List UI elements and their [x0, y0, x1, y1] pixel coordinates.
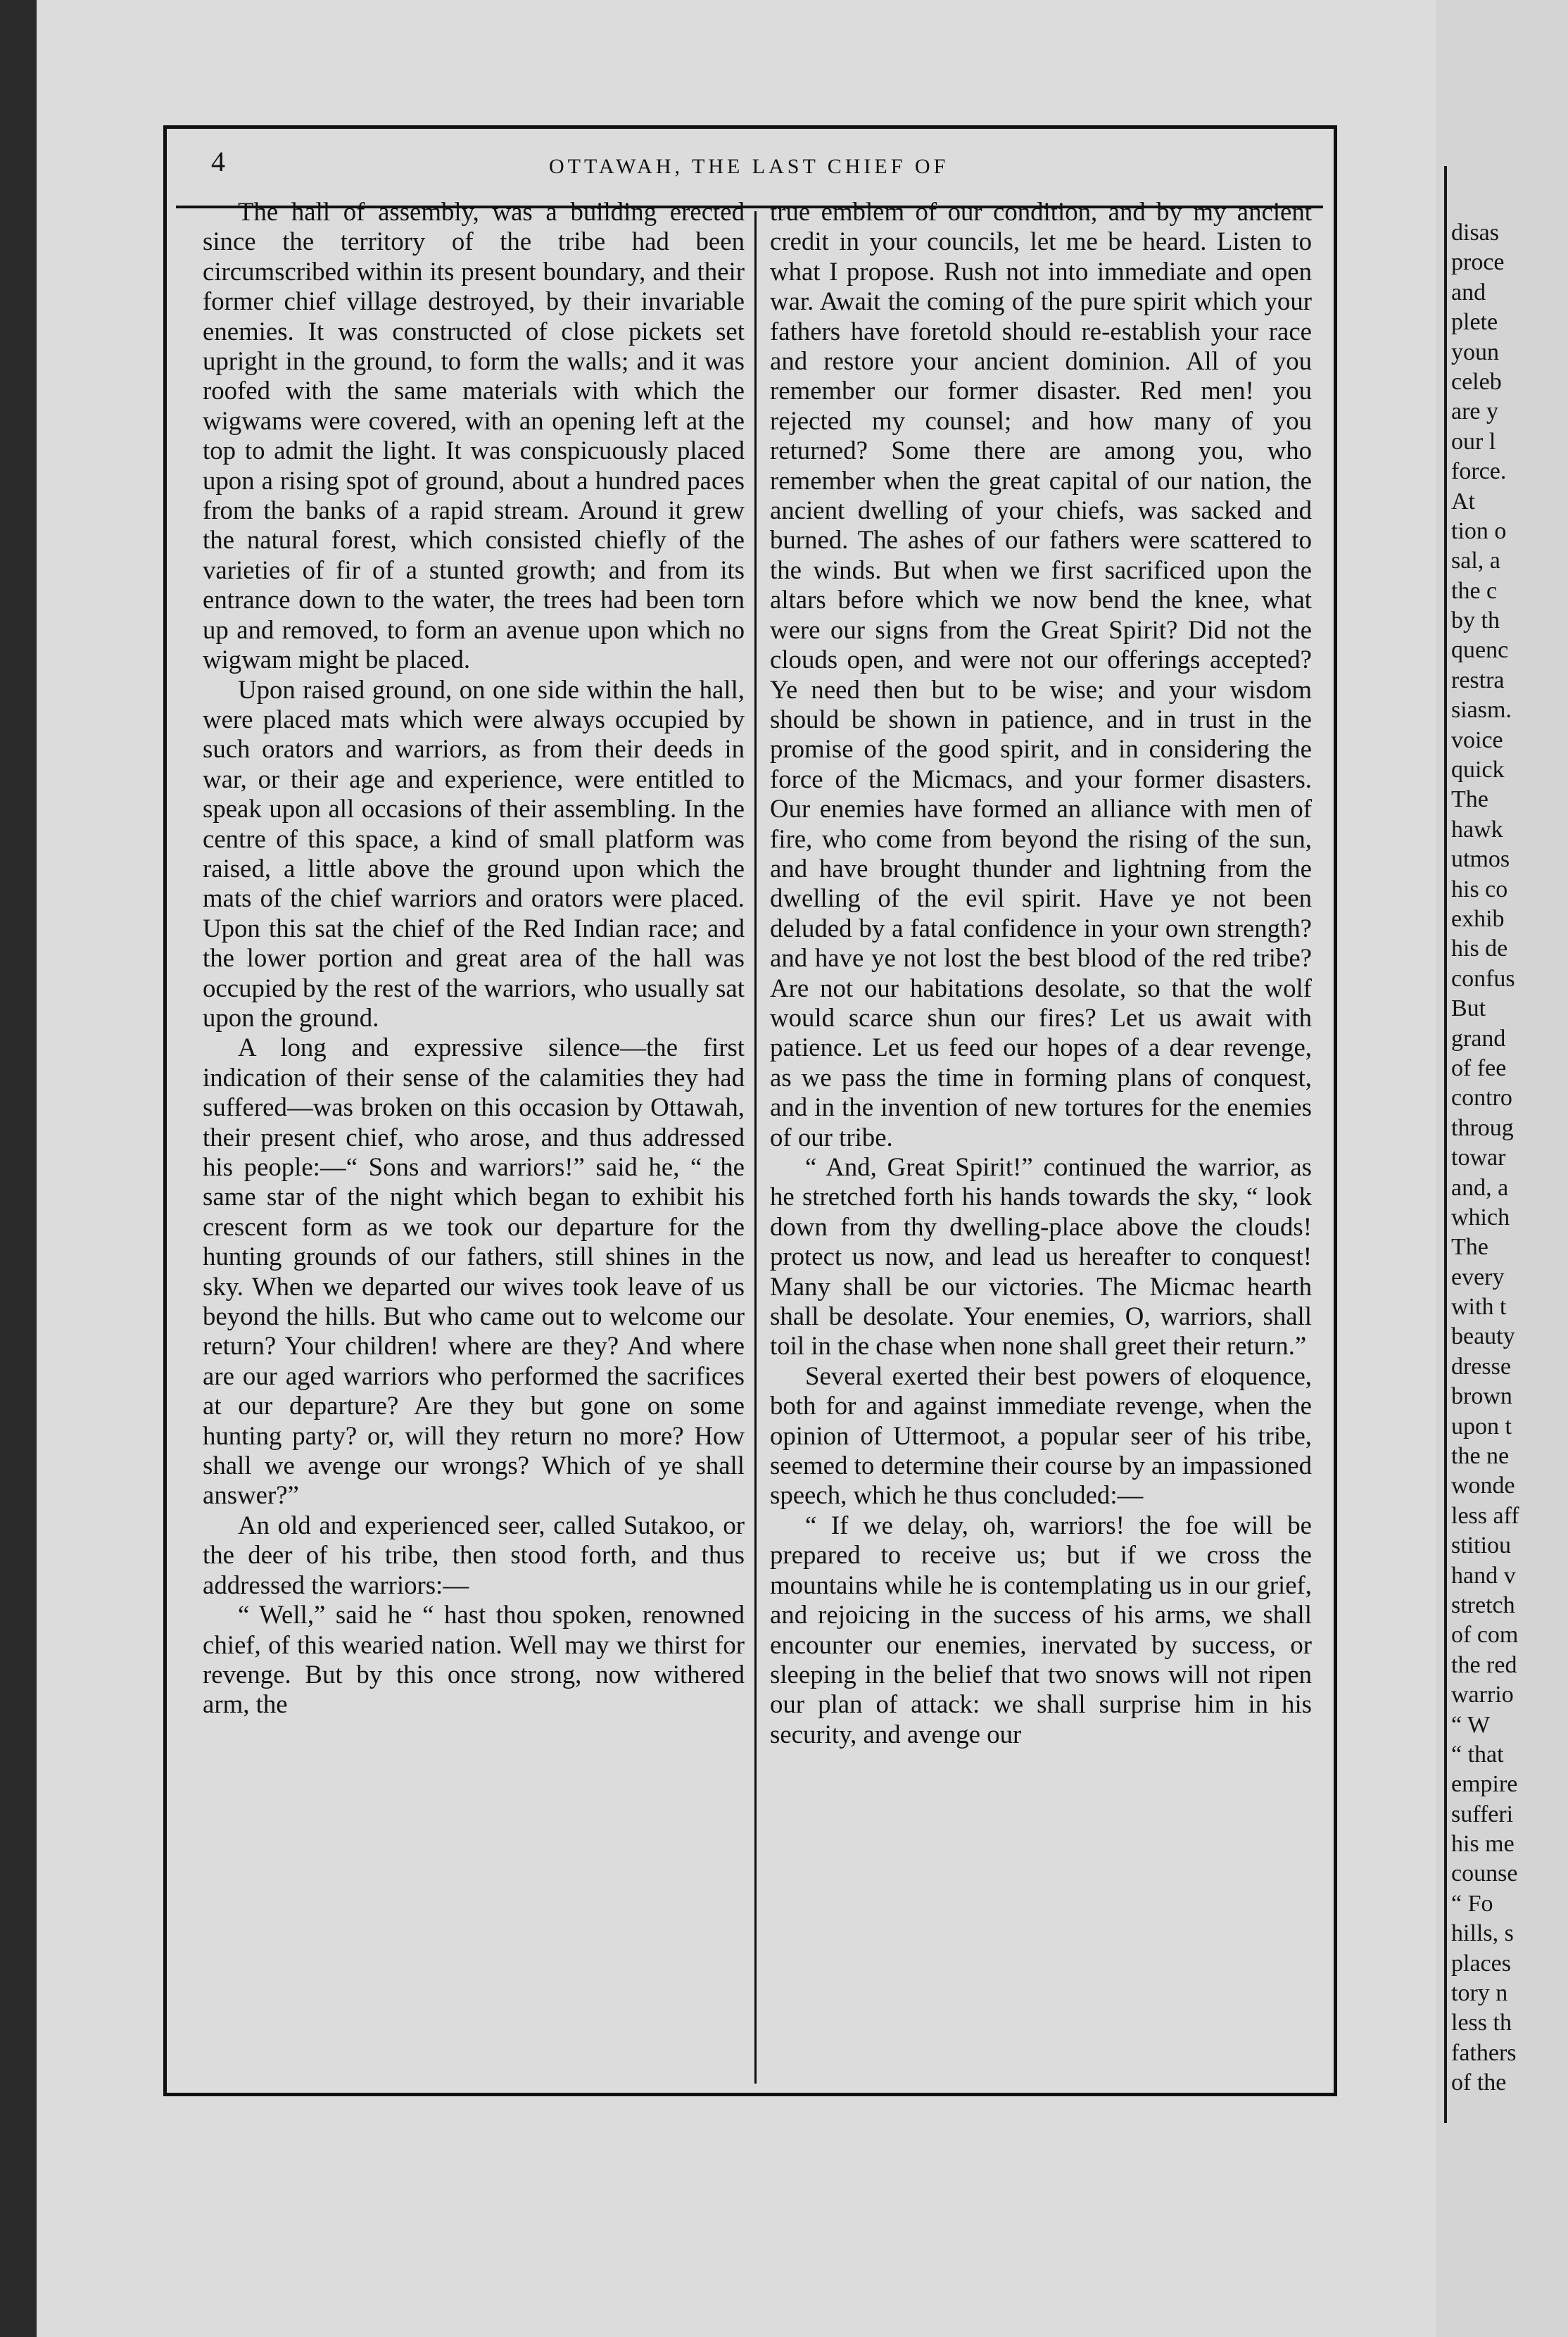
facing-page-line: tory n: [1451, 1980, 1508, 2007]
facing-page-line: stitiou: [1451, 1532, 1512, 1559]
facing-page-line: hawk: [1451, 816, 1503, 843]
facing-page-line: wonde: [1451, 1473, 1515, 1499]
facing-page-line: disas: [1451, 220, 1499, 246]
facing-page-line: voice: [1451, 726, 1503, 753]
page-header: [211, 145, 1309, 187]
right-column: [770, 197, 1312, 1749]
facing-page-line: quenc: [1451, 637, 1509, 664]
facing-page-line: “ Fo: [1451, 1890, 1493, 1917]
facing-page-line: and: [1451, 279, 1486, 305]
facing-page-line: beauty: [1451, 1323, 1515, 1350]
facing-page-line: the ne: [1451, 1443, 1510, 1470]
facing-page-line: the c: [1451, 577, 1498, 604]
facing-page-line: youn: [1451, 339, 1499, 365]
facing-page-line: of fee: [1451, 1054, 1507, 1081]
facing-page-line: less th: [1451, 2010, 1512, 2036]
facing-page-line: At: [1451, 488, 1475, 515]
column-divider: [754, 211, 757, 2084]
paragraph: The hall of assembly, was a building erected since the territory of the tribe had been circumscribed within its present boundary, and their former chief village destroyed, by their invariable enemies. It was constructed of close pickets set upright in the ground, to form the walls; and it was roofed with the same materials with which the wigwams were covered, with an opening left at the top to admit the light. It was conspicuously placed upon a rising spot of ground, about a hundred paces from the banks of a rapid stream. Around it grew the natural forest, which consisted chiefly of the varieties of fir of a stunted growth; and from its entrance down to the water, the trees had been torn up and removed, to form an avenue upon which no wigwam might be placed.: [203, 197, 745, 674]
facing-page-line: The: [1451, 786, 1488, 813]
facing-page-line: our l: [1451, 428, 1496, 455]
facing-page-line: brown: [1451, 1383, 1512, 1410]
facing-page-line: force.: [1451, 458, 1507, 485]
facing-page-line: counse: [1451, 1860, 1518, 1887]
facing-page-line: “ W: [1451, 1711, 1491, 1738]
facing-page-line: his de: [1451, 936, 1508, 962]
facing-page-line: proce: [1451, 249, 1505, 276]
facing-page-line: places: [1451, 1950, 1511, 1977]
paragraph: Several exerted their best powers of eloquence, both for and against immediate revenge, when the opinion of Uttermoot, a popular seer of his tribe, seemed to determine their course by an impassioned speech, which he thus concluded:—: [770, 1361, 1312, 1510]
facing-page: [1436, 0, 1568, 2337]
facing-page-line: towar: [1451, 1145, 1506, 1171]
facing-page-line: quick: [1451, 757, 1505, 783]
facing-page-line: But: [1451, 995, 1486, 1022]
facing-page-line: of com: [1451, 1622, 1519, 1649]
facing-page-line: dresse: [1451, 1353, 1511, 1380]
facing-page-line: throug: [1451, 1114, 1514, 1141]
paragraph: Upon raised ground, on one side within the hall, were placed mats which were always occupied by such orators and warriors, as from their deeds in war, or their age and experience, were entitled to speak upon all occasions of their assembling. In the centre of this space, a kind of small platform was raised, a little above the ground upon which the mats of the chief warriors and orators were placed. Upon this sat the chief of the Red Indian race; and the lower portion and great area of the hall was occupied by the rest of the warriors, who usually sat upon the ground.: [203, 674, 745, 1032]
facing-page-line: upon t: [1451, 1413, 1512, 1440]
facing-page-line: his co: [1451, 876, 1508, 902]
facing-page-line: sufferi: [1451, 1801, 1514, 1827]
paragraph: “ If we delay, oh, warriors! the foe will be prepared to receive us; but if we cross the mountains while he is contemplating us in our grief, and rejoicing in the success of his arms, we shall encounter our enemies, inervated by success, or sleeping in the belief that two snows will not ripen our plan of attack: we shall surprise him in his security, and avenge our: [770, 1510, 1312, 1749]
facing-page-line: stretch: [1451, 1592, 1515, 1618]
facing-page-line: hills, s: [1451, 1920, 1514, 1947]
facing-page-line: by th: [1451, 607, 1500, 634]
facing-page-line: confus: [1451, 965, 1515, 992]
facing-page-border: [1444, 166, 1448, 2123]
facing-page-line: siasm.: [1451, 697, 1512, 724]
facing-page-line: his me: [1451, 1831, 1515, 1858]
paragraph: true emblem of our condition, and by my ancient credit in your councils, let me be heard. Listen to what I propose. Rush not into immediate and open war. Await the coming of the pure spirit which your fathers have foretold should re-establish your race and restore your ancient dominion. All of you remember our former disaster. Red men! you rejected my counsel; and how many of you returned? Some there are among you, who remember when the great capital of our nation, the ancient dwelling of your chiefs, was sacked and burned. The ashes of our fathers were scattered to the winds. But when we first sacrificed upon the altars before which we now bend the knee, what were our signs from the Great Spirit? Did not the clouds open, and were not our offerings accepted? Ye need then but to be wise; and your wisdom should be shown in patience, and in trust in the promise of the good spirit, and in considering the force of the Micmacs, and your former disasters. Our enemies have formed an alliance with men of fire, who come from beyond the rising of the sun, and have brought thunder and lightning from the dwelling of the evil spirit. Have ye not been deluded by a fatal confidence in your own strength? and have ye not lost the best blood of the red tribe? Are not our habitations desolate, so that the wolf would scarce shun our fires? Let us await with patience. Let us feed our hopes of a dear revenge, as we pass the time in forming plans of conquest, and in the invention of new tortures for the enemies of our tribe.: [770, 197, 1312, 1152]
paragraph: A long and expressive silence—the first indication of their sense of the calamities they had suffered—was broken on this occasion by Ottawah, their present chief, who arose, and thus addressed his people:—“ Sons and warriors!” said he, “ the same star of the night which began to exhibit his crescent form as we took our departure for the hunting grounds of our fathers, still shines in the sky. When we departed our wives took leave of us beyond the hills. But who came out to welcome our return? Your children! where are they? And where are our aged warriors who performed the sacrifices at our departure? Are they but gone on some hunting party? or, will they return no more? How shall we avenge our wrongs? Which of ye shall answer?”: [203, 1033, 745, 1510]
paragraph: “ Well,” said he “ hast thou spoken, renowned chief, of this wearied nation. Well may we thirst for revenge. But by this once strong, now withered arm, the: [203, 1600, 745, 1719]
facing-page-line: tion o: [1451, 517, 1507, 544]
facing-page-line: restra: [1451, 667, 1505, 693]
left-column: [203, 197, 745, 1720]
facing-page-text: [1451, 218, 1568, 2098]
facing-page-line: exhib: [1451, 905, 1505, 932]
facing-page-line: plete: [1451, 309, 1498, 336]
facing-page-line: contro: [1451, 1085, 1512, 1111]
facing-page-line: of the: [1451, 2070, 1507, 2096]
running-title: OTTAWAH, THE LAST CHIEF OF: [549, 155, 949, 178]
facing-page-line: grand: [1451, 1025, 1506, 1052]
facing-page-line: hand v: [1451, 1562, 1516, 1589]
facing-page-line: “ that: [1451, 1741, 1504, 1768]
facing-page-line: utmos: [1451, 846, 1510, 873]
facing-page-line: warrio: [1451, 1682, 1514, 1708]
page-number: 4: [211, 146, 225, 177]
facing-page-line: which: [1451, 1204, 1510, 1230]
facing-page-line: empire: [1451, 1771, 1518, 1798]
facing-page-line: every: [1451, 1264, 1505, 1290]
facing-page-line: fathers: [1451, 2039, 1517, 2066]
facing-page-line: are y: [1451, 398, 1499, 425]
facing-page-line: the red: [1451, 1651, 1517, 1678]
facing-page-line: and, a: [1451, 1174, 1509, 1201]
facing-page-line: less aff: [1451, 1502, 1519, 1529]
facing-page-line: with t: [1451, 1294, 1507, 1321]
paragraph: “ And, Great Spirit!” continued the warrior, as he stretched forth his hands towards the sky, “ look down from thy dwelling-place above the clouds! protect us now, and lead us hereafter to conquest! Many shall be our victories. The Micmac hearth shall be desolate. Your enemies, O, warriors, shall toil in the chase when none shall greet their return.”: [770, 1152, 1312, 1361]
paragraph: An old and experienced seer, called Sutakoo, or the deer of his tribe, then stood forth, and thus addressed the warriors:—: [203, 1510, 745, 1599]
facing-page-line: celeb: [1451, 368, 1502, 395]
facing-page-line: sal, a: [1451, 548, 1500, 574]
facing-page-line: The: [1451, 1234, 1488, 1261]
